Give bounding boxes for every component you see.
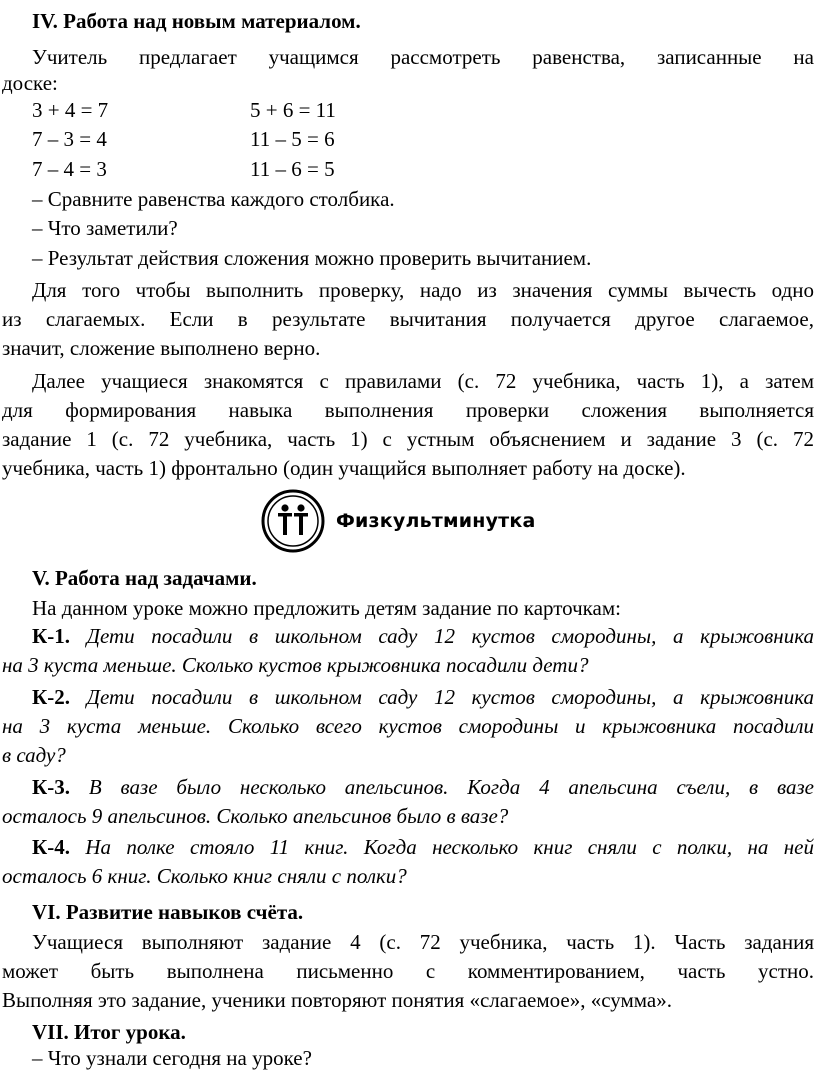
paragraph-line: может быть выполнена письменно с комментированием, часть устно. [2, 959, 814, 983]
section-6-heading: VI. Развитие навыков счёта. [32, 900, 304, 924]
card-text: Дети посадили в школьном саду 12 кустов смородины, а крыжовника [86, 685, 815, 709]
section-4-intro: Учитель предлагает учащимся рассмотреть равенства, записанные на [32, 45, 814, 69]
section-4-intro-cont: доске: [2, 71, 58, 95]
equation: 11 – 6 = 5 [250, 157, 335, 181]
card-k2 [32, 684, 814, 710]
equation: 7 – 3 = 4 [32, 127, 107, 151]
fizminutka-banner [260, 488, 536, 554]
paragraph-line: из слагаемых. Если в результате вычитания получается другое слагаемое, [2, 307, 814, 331]
paragraph-line: Учащиеся выполняют задание 4 (с. 72 учебника, часть 1). Часть задания [32, 930, 814, 954]
paragraph-line: Для того чтобы выполнить проверку, надо из значения суммы вычесть одно [32, 278, 814, 302]
paragraph-line: учебника, часть 1) фронтально (один учащийся выполняет работу на доске). [2, 456, 686, 480]
section-5-intro: На данном уроке можно предложить детям задание по карточкам: [32, 596, 621, 620]
card-text: В вазе было несколько апельсинов. Когда 4 апельсина съели, в вазе [88, 775, 815, 799]
question-line: – Сравните равенства каждого столбика. [32, 187, 395, 211]
card-text: на 3 куста меньше. Сколько кустов крыжовника посадили дети? [2, 653, 589, 677]
equation: 7 – 4 = 3 [32, 157, 107, 181]
paragraph-line: Далее учащиеся знакомятся с правилами (с. 72 учебника, часть 1), а затем [32, 369, 814, 393]
card-tag: К-2. [32, 685, 70, 709]
equation: 5 + 6 = 11 [250, 98, 336, 122]
card-tag: К-4. [32, 835, 70, 859]
paragraph-line: Выполняя это задание, ученики повторяют понятия «слагаемое», «сумма». [2, 988, 673, 1012]
card-tag: К-3. [32, 775, 70, 799]
question-line: – Что заметили? [32, 216, 178, 240]
card-k1 [32, 623, 814, 649]
section-4-heading: IV. Работа над новым материалом. [32, 9, 361, 33]
question-line: – Результат действия сложения можно проверить вычитанием. [32, 246, 592, 270]
card-k4 [32, 834, 814, 860]
card-text: в саду? [2, 743, 66, 767]
two-figures-icon [260, 488, 326, 554]
fizminutka-label: Физкультминутка [336, 510, 536, 532]
section-7-heading: VII. Итог урока. [32, 1020, 186, 1044]
equation: 3 + 4 = 7 [32, 98, 109, 122]
card-text: На полке стояло 11 книг. Когда несколько книг сняли с полки, на ней [85, 835, 814, 859]
card-text: на 3 куста меньше. Сколько всего кустов смородины и крыжовника посадили [2, 714, 814, 738]
equation: 11 – 5 = 6 [250, 127, 335, 151]
paragraph-line: для формирования навыка выполнения проверки сложения выполняется [2, 398, 814, 422]
card-tag: К-1. [32, 624, 70, 648]
question-line: – Что узнали сегодня на уроке? [32, 1046, 312, 1070]
card-k3 [32, 774, 814, 800]
card-text: Дети посадили в школьном саду 12 кустов смородины, а крыжовника [86, 624, 815, 648]
card-text: осталось 9 апельсинов. Сколько апельсинов было в вазе? [2, 804, 509, 828]
card-text: осталось 6 книг. Сколько книг сняли с полки? [2, 864, 407, 888]
paragraph-line: задание 1 (с. 72 учебника, часть 1) с устным объяснением и задание 3 (с. 72 [2, 427, 814, 451]
paragraph-line: значит, сложение выполнено верно. [2, 336, 321, 360]
section-5-heading: V. Работа над задачами. [32, 566, 257, 590]
